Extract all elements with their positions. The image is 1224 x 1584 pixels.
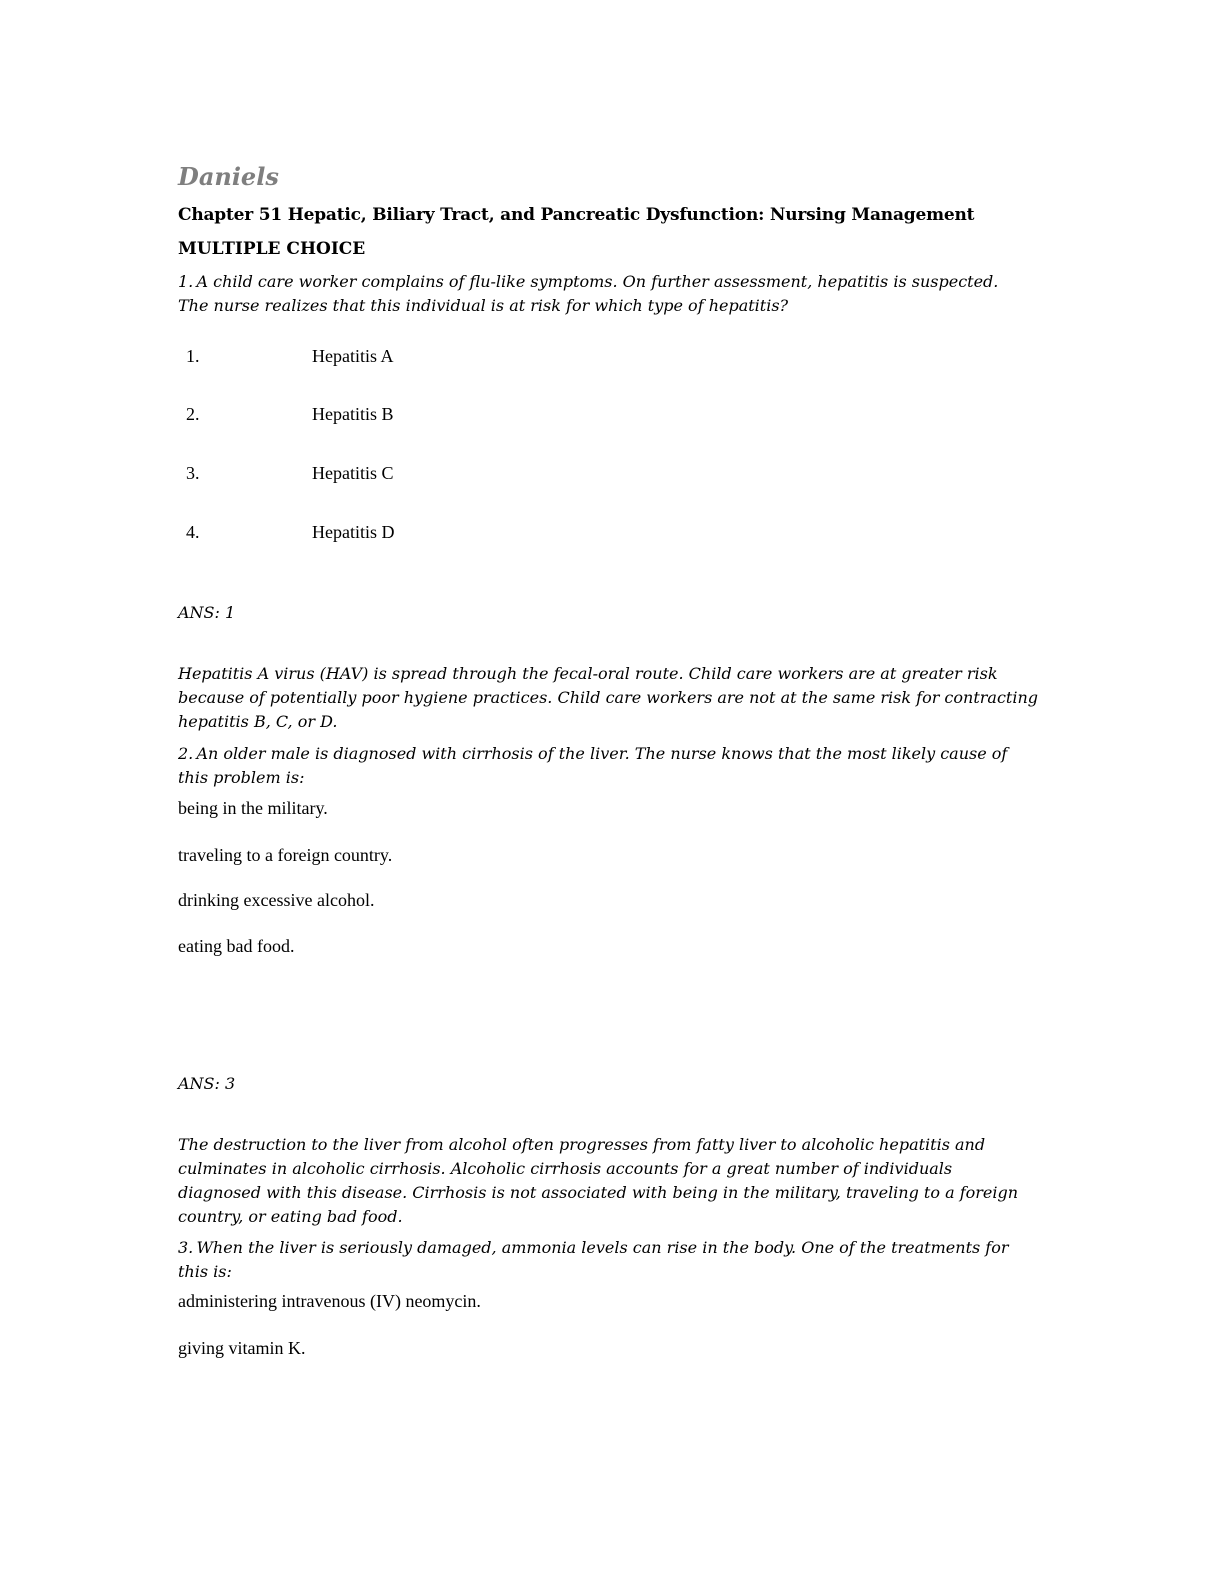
rationale-line: Hepatitis A virus (HAV) is spread through the fecal-oral route. Child care workers are at greater risk [178,664,998,683]
question-stem-line: this is: [178,1262,232,1281]
option-number: 4. [186,522,200,542]
question-3-stem [178,1236,1058,1284]
rationale-1 [178,662,1058,734]
section-title: MULTIPLE CHOICE [178,239,366,259]
rationale-line: because of potentially poor hygiene practices. Child care workers are not at the same risk for contracting [178,688,1038,707]
question-1-stem [178,270,1058,318]
question-stem-line: 2. An older male is diagnosed with cirrhosis of the liver. The nurse knows that the most likely cause of [178,744,1008,763]
option-text: drinking excessive alcohol. [178,890,375,910]
option-text: eating bad food. [178,936,295,956]
question-2-stem [178,742,1058,790]
rationale-2 [178,1133,1058,1229]
question-stem-line: this problem is: [178,768,305,787]
answer-1: ANS: 1 [178,603,236,622]
option-text: being in the military. [178,798,328,818]
option-text: traveling to a foreign country. [178,845,393,865]
rationale-line: hepatitis B, C, or D. [178,712,338,731]
option-number: 2. [186,404,200,424]
question-stem-line: 3. When the liver is seriously damaged, ammonia levels can rise in the body. One of the treatments for [178,1238,1009,1257]
rationale-line: country, or eating bad food. [178,1207,403,1226]
option-text: giving vitamin K. [178,1338,306,1358]
rationale-line: diagnosed with this disease. Cirrhosis is not associated with being in the military, traveling to a foreign [178,1183,1019,1202]
question-stem-line: 1. A child care worker complains of flu-like symptoms. On further assessment, hepatitis is suspected. [178,272,999,291]
option-text: Hepatitis A [312,346,394,366]
option-text: administering intravenous (IV) neomycin. [178,1291,481,1311]
option-text: Hepatitis C [312,463,394,483]
option-text: Hepatitis D [312,522,395,542]
option-number: 1. [186,346,200,366]
rationale-line: The destruction to the liver from alcohol often progresses from fatty liver to alcoholic hepatitis and [178,1135,986,1154]
rationale-line: culminates in alcoholic cirrhosis. Alcoholic cirrhosis accounts for a great number of individuals [178,1159,953,1178]
answer-2: ANS: 3 [178,1074,236,1093]
chapter-title: Chapter 51 Hepatic, Biliary Tract, and Pancreatic Dysfunction: Nursing Management [178,205,975,225]
option-text: Hepatitis B [312,404,394,424]
question-stem-line: The nurse realizes that this individual is at risk for which type of hepatitis? [178,296,789,315]
option-number: 3. [186,463,200,483]
author-header: Daniels [178,162,279,191]
